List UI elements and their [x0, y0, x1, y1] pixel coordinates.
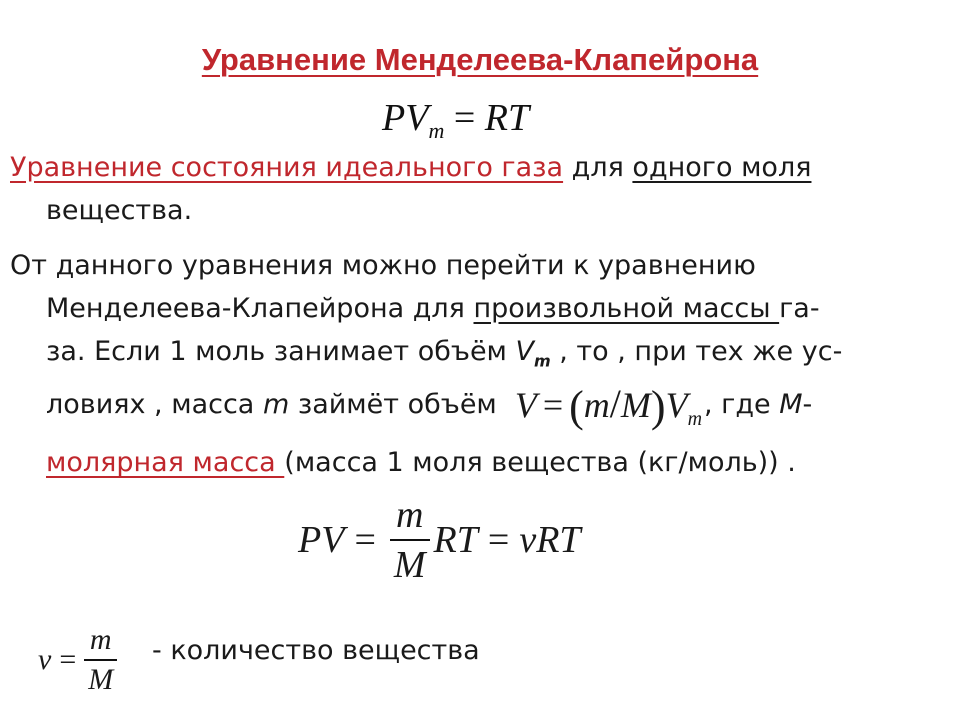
mass-over-molar-mass-fraction: $\frac{m}{M}$: [390, 493, 430, 587]
mendeleev-clapeyron-equation: PV = $\frac{m}{M}$ RT = νRT: [298, 494, 581, 586]
amount-of-substance-label: - количество вещества: [152, 635, 480, 666]
molar-volume-symbol: $V_m$: [515, 336, 551, 371]
molar-gas-equation: $PV_m$ = RT: [382, 97, 530, 143]
link-arbitrary-mass[interactable]: произвольной массы: [473, 293, 780, 324]
paragraph-transition: От данного уравнения можно перейти к уравнению Менделеева-Клапейрона для произвольной массы га- за. Если 1 моль занимает объём $V_m$ , то , при тех же ус- ловиях , масса m займёт объём $V = (m/M)V_m$, где M- молярная масса (масса 1 моля вещества (кг/моль)) .: [10, 250, 843, 479]
slide-title: Уравнение Менделеева-Клапейрона: [201, 42, 759, 77]
link-one-mole[interactable]: одного моля: [632, 152, 812, 183]
link-molar-mass[interactable]: молярная масса: [46, 447, 285, 479]
amount-fraction: $\frac{m}{M}$: [84, 623, 117, 697]
amount-of-substance-formula: ν = $\frac{m}{M}$: [38, 620, 125, 700]
link-ideal-gas-state-equation[interactable]: Уравнение состояния идеального газа: [10, 152, 564, 183]
volume-formula: $V = (m/M)V_m$: [514, 381, 703, 432]
paragraph-ideal-gas: Уравнение состояния идеального газа для одного моля вещества.: [10, 152, 812, 226]
